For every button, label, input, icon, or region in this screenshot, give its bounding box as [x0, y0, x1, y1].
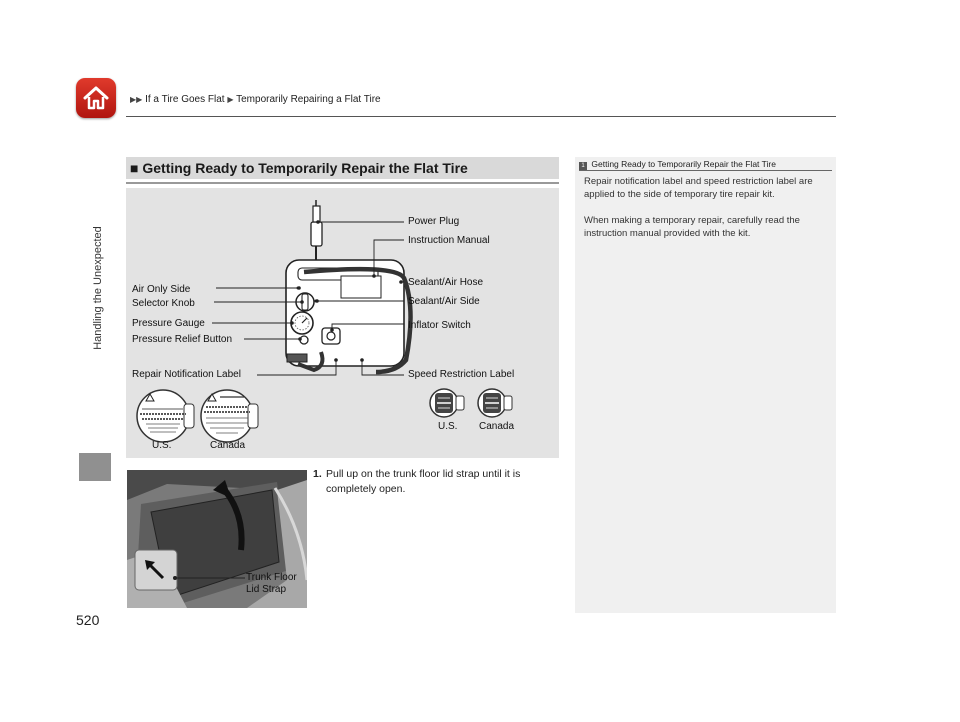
breadcrumb-arrow-icon: ▶ [227, 95, 234, 104]
note-heading-text: Getting Ready to Temporarily Repair the Flat Tire [591, 159, 776, 169]
breadcrumb-item[interactable]: If a Tire Goes Flat [145, 94, 225, 105]
step-number: 1. [313, 468, 322, 480]
trunk-label-line1: Trunk Floor [246, 572, 297, 583]
label-power-plug: Power Plug [408, 216, 460, 227]
step-text: Pull up on the trunk floor lid strap until it is completely open. [326, 468, 521, 495]
side-chapter-tab[interactable] [85, 120, 111, 456]
label-sealant-air-side: Sealant/Air Side [408, 296, 480, 307]
note-paragraph-1: Repair notification label and speed restriction label are applied to the side of temporary tire repair kit. [584, 176, 813, 200]
note-reference-icon: 1 [579, 162, 587, 170]
page-number: 520 [76, 612, 100, 628]
section-bullet: ■ [130, 160, 139, 176]
step-1 [313, 467, 563, 497]
region-label-us: U.S. [152, 440, 172, 451]
section-title-text: Getting Ready to Temporarily Repair the Flat Tire [142, 160, 468, 176]
home-button[interactable] [76, 78, 116, 118]
region-label-canada: Canada [479, 421, 515, 432]
breadcrumb-item[interactable]: Temporarily Repairing a Flat Tire [236, 94, 381, 105]
repair-kit-diagram [126, 188, 559, 458]
label-pressure-gauge: Pressure Gauge [132, 318, 205, 329]
label-inflator-switch: Inflator Switch [408, 320, 471, 331]
chapter-label: Handling the Unexpected [92, 226, 104, 350]
side-note [575, 157, 836, 613]
chapter-index-marker [79, 453, 111, 481]
section-title [126, 157, 559, 179]
region-label-canada: Canada [210, 440, 246, 451]
label-selector-knob: Selector Knob [132, 298, 195, 309]
breadcrumb-arrow-icon: ▶▶ [130, 95, 143, 104]
region-label-us: U.S. [438, 421, 458, 432]
label-instruction-manual: Instruction Manual [408, 235, 490, 246]
note-divider [579, 170, 832, 171]
note-paragraph-2: When making a temporary repair, carefully read the instruction manual provided with the kit. [584, 215, 800, 239]
label-sealant-air-hose: Sealant/Air Hose [408, 277, 484, 288]
label-air-only-side: Air Only Side [132, 284, 191, 295]
header-divider [126, 116, 836, 117]
trunk-floor-lid-strap-label [246, 572, 297, 596]
label-speed-restriction: Speed Restriction Label [408, 369, 515, 380]
label-repair-notification: Repair Notification Label [132, 369, 241, 380]
breadcrumb [130, 94, 381, 105]
section-divider [126, 182, 559, 184]
home-icon [82, 84, 110, 112]
label-pressure-relief-button: Pressure Relief Button [132, 334, 233, 345]
trunk-label-line2: Lid Strap [246, 584, 287, 595]
note-heading[interactable] [579, 159, 776, 170]
